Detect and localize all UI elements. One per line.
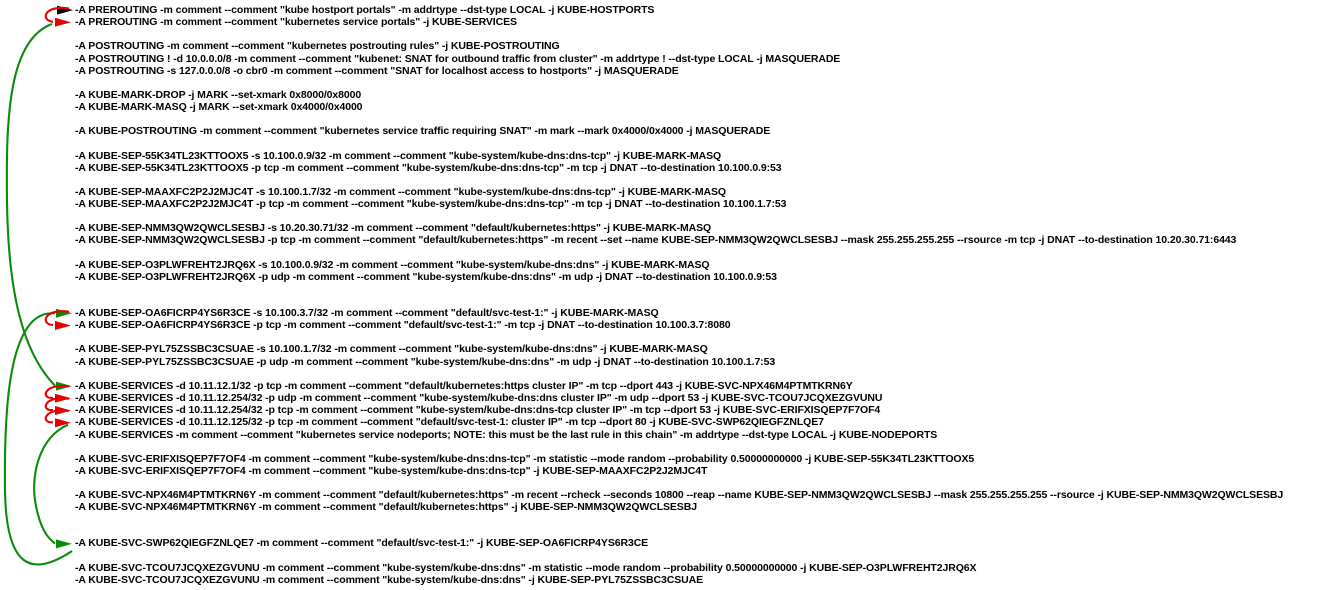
rule-line: -A KUBE-MARK-DROP -j MARK --set-xmark 0x8000/0x8000 [75,88,362,101]
rule-block-8 [75,259,1283,283]
rule-line: -A KUBE-SEP-55K34TL23KTTOOX5 -p tcp -m comment --comment "kube-system/kube-dns:dns-tcp" -m tcp -j DNAT --to-destination 10.100.0.9:53 [75,161,782,174]
rule-line: -A KUBE-SVC-ERIFXISQEP7F7OF4 -m comment --comment "kube-system/kube-dns:dns-tcp" -j KUBE-SEP-MAAXFC2P2J2MJC4T [75,464,708,477]
rule-line: -A KUBE-SEP-MAAXFC2P2J2MJC4T -s 10.100.1.7/32 -m comment --comment "kube-system/kube-dns:dns-tcp" -j KUBE-MARK-MASQ [75,185,726,198]
rule-block-9 [75,307,1283,331]
rule-line: -A KUBE-SVC-SWP62QIEGFZNLQE7 -m comment --comment "default/svc-test-1:" -j KUBE-SEP-OA6FICRP4YS6R3CE [75,537,649,550]
rule-block-3 [75,89,1283,113]
rule-line: -A PREROUTING -m comment --comment "kube hostport portals" -m addrtype --dst-type LOCAL -j KUBE-HOSTPORTS [75,4,655,16]
jump-arrow-svc-swp62 [34,425,72,549]
rule-line: -A POSTROUTING ! -d 10.0.0.0/8 -m comment --comment "kubenet: SNAT for outbound traffic from cluster" -m addrtype ! --dst-type LOCAL -j MASQUERADE [75,52,841,65]
rule-line: -A KUBE-SEP-O3PLWFREHT2JRQ6X -p udp -m comment --comment "kube-system/kube-dns:dns" -m udp -j DNAT --to-destination 10.100.0.9:53 [75,270,777,283]
rule-line: -A KUBE-SEP-O3PLWFREHT2JRQ6X -s 10.100.0.9/32 -m comment --comment "kube-system/kube-dns:dns" -j KUBE-MARK-MASQ [75,258,710,271]
rule-block-10 [75,343,1283,367]
rule-block-5 [75,150,1283,174]
rule-line: -A POSTROUTING -m comment --comment "kubernetes postrouting rules" -j KUBE-POSTROUTING [75,40,560,53]
iptables-ruleset [75,4,1283,586]
rule-line: -A KUBE-SEP-PYL75ZSSBC3CSUAE -p udp -m comment --comment "kube-system/kube-dns:dns" -m udp -j DNAT --to-destination 10.100.1.7:53 [75,355,776,368]
rule-block-14 [75,537,1283,549]
rule-line: -A KUBE-SVC-NPX46M4PTMTKRN6Y -m comment --comment "default/kubernetes:https" -j KUBE-SEP-NMM3QW2QWCLSESBJ [75,501,697,514]
rule-line: -A KUBE-SERVICES -d 10.11.12.254/32 -p tcp -m comment --comment "kube-system/kube-dns:dns-tcp cluster IP" -m tcp --dport 53 -j KUBE-SVC-ERIFXISQEP7F7OF4 [75,404,881,417]
rule-line: -A KUBE-SERVICES -d 10.11.12.125/32 -p tcp -m comment --comment "default/svc-test-1: cluster IP" -m tcp --dport 80 -j KUBE-SVC-SWP62QIEGFZNLQE7 [75,416,824,429]
rule-line: -A POSTROUTING -s 127.0.0.0/8 -o cbr0 -m comment --comment "SNAT for localhost access to hostports" -j MASQUERADE [75,64,679,77]
rule-line: -A KUBE-SERVICES -d 10.11.12.1/32 -p tcp -m comment --comment "default/kubernetes:https cluster IP" -m tcp --dport 443 -j KUBE-SVC-NPX46M4PTMTKRN6Y [75,379,853,392]
rule-block-1 [75,4,1283,28]
rule-block-11 [75,380,1283,441]
rule-block-2 [75,40,1283,77]
next-rule-hook-services-3 [46,410,71,427]
rule-block-15 [75,562,1283,586]
next-rule-hook-services-2 [46,398,71,415]
jump-arrow-kube-services [7,24,72,391]
rule-line: -A KUBE-SERVICES -m comment --comment "kubernetes service nodeports; NOTE: this must be the last rule in this chain" -m addrtype --dst-type LOCAL -j KUBE-NODEPORTS [75,428,938,441]
rule-line: -A KUBE-SVC-TCOU7JCQXEZGVUNU -m comment --comment "kube-system/kube-dns:dns" -j KUBE-SEP-PYL75ZSSBC3CSUAE [75,573,703,586]
rule-line: -A KUBE-SVC-TCOU7JCQXEZGVUNU -m comment --comment "kube-system/kube-dns:dns" -m statistic --mode random --probability 0.50000000000 -j KUBE-SEP-O3PLWFREHT2JRQ6X [75,561,977,574]
rule-block-6 [75,186,1283,210]
entry-arrow-icon [57,6,73,15]
rule-line: -A KUBE-SEP-NMM3QW2QWCLSESBJ -s 10.20.30.71/32 -m comment --comment "default/kubernetes:https" -j KUBE-MARK-MASQ [75,222,712,235]
rule-block-12 [75,453,1283,477]
rule-line: -A KUBE-SEP-MAAXFC2P2J2MJC4T -p tcp -m comment --comment "kube-system/kube-dns:dns-tcp" -m tcp -j DNAT --to-destination 10.100.1.7:53 [75,198,787,211]
rule-line: -A KUBE-SEP-OA6FICRP4YS6R3CE -p tcp -m comment --comment "default/svc-test-1:" -m tcp -j DNAT --to-destination 10.100.3.7:8080 [75,319,731,332]
rule-line: -A KUBE-MARK-MASQ -j MARK --set-xmark 0x4000/0x4000 [75,101,363,114]
rule-line: -A PREROUTING -m comment --comment "kubernetes service portals" -j KUBE-SERVICES [75,16,517,29]
rule-line: -A KUBE-SVC-NPX46M4PTMTKRN6Y -m comment --comment "default/kubernetes:https" -m recent --rcheck --seconds 10800 --reap --name KUBE-SEP-NMM3QW2QWCLSESBJ --mask 255.255.255.255 --rsource -j KUBE-SEP-NMM3QW2QWCLSESBJ [75,489,1284,502]
next-rule-hook-sep-oa6f [46,311,71,330]
rule-block-13 [75,489,1283,513]
next-rule-hook-services-1 [46,386,71,403]
rule-block-4 [75,125,1283,137]
rule-line: -A KUBE-SEP-55K34TL23KTTOOX5 -s 10.100.0.9/32 -m comment --comment "kube-system/kube-dns:dns-tcp" -j KUBE-MARK-MASQ [75,149,722,162]
next-rule-hook-prerouting [46,8,71,27]
jump-arrow-sep-oa6f [5,309,72,565]
rule-line: -A KUBE-POSTROUTING -m comment --comment "kubernetes service traffic requiring SNAT" -m mark --mark 0x4000/0x4000 -j MASQUERADE [75,125,771,138]
rule-line: -A KUBE-SVC-ERIFXISQEP7F7OF4 -m comment --comment "kube-system/kube-dns:dns-tcp" -m statistic --mode random --probability 0.50000000000 -j KUBE-SEP-55K34TL23KTTOOX5 [75,452,975,465]
rule-line: -A KUBE-SEP-OA6FICRP4YS6R3CE -s 10.100.3.7/32 -m comment --comment "default/svc-test-1:" -j KUBE-MARK-MASQ [75,307,659,319]
rule-line: -A KUBE-SERVICES -d 10.11.12.254/32 -p udp -m comment --comment "kube-system/kube-dns:dns cluster IP" -m udp --dport 53 -j KUBE-SVC-TCOU7JCQXEZGVUNU [75,391,883,404]
rule-line: -A KUBE-SEP-NMM3QW2QWCLSESBJ -p tcp -m comment --comment "default/kubernetes:https" -m recent --set --name KUBE-SEP-NMM3QW2QWCLSESBJ --mask 255.255.255.255 --rsource -m tcp -j DNAT --to-destination 10.20.30.71:6443 [75,234,1237,247]
rule-line: -A KUBE-SEP-PYL75ZSSBC3CSUAE -s 10.100.1.7/32 -m comment --comment "kube-system/kube-dns:dns" -j KUBE-MARK-MASQ [75,343,708,356]
rule-block-7 [75,222,1283,246]
